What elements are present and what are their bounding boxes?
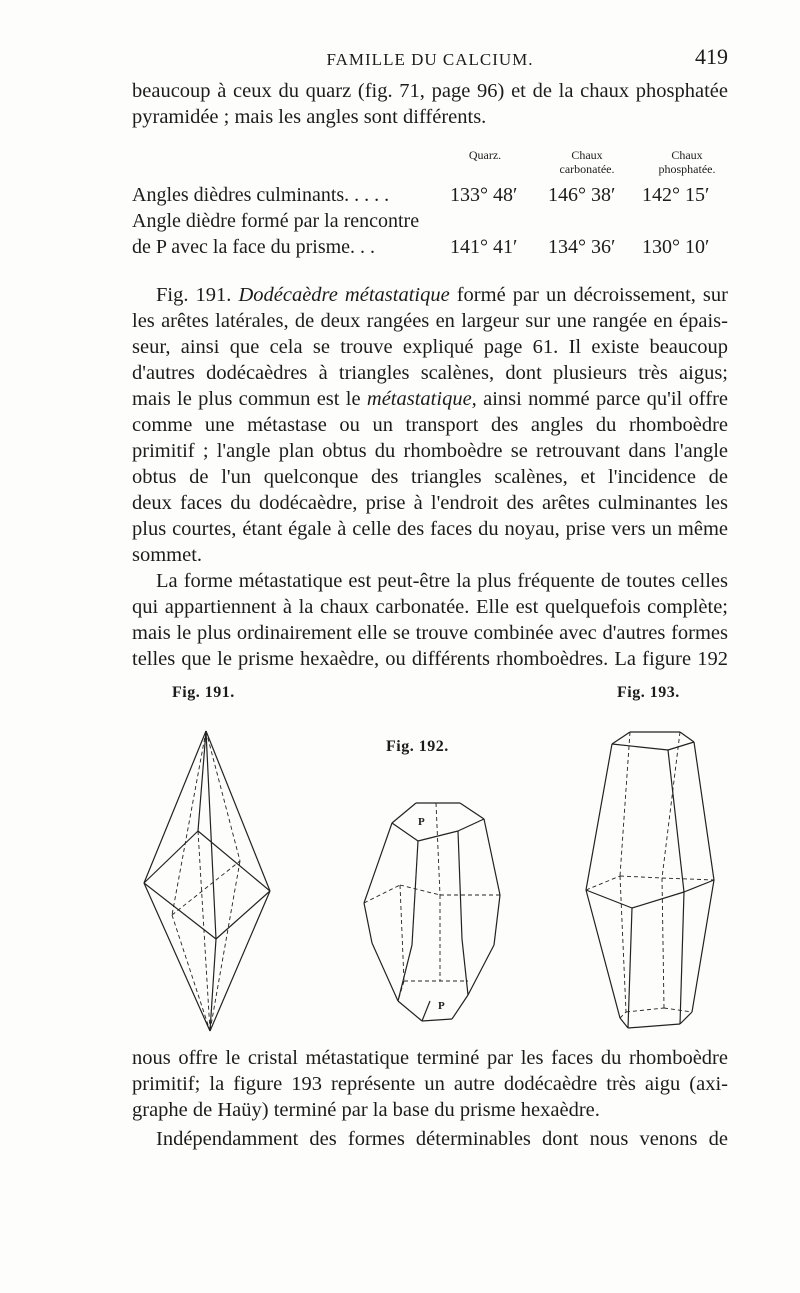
fig-193-label: Fig. 193. — [617, 684, 680, 701]
paragraph-fig192-193 — [132, 1045, 728, 1123]
col-header-line: carbonatée. — [559, 162, 615, 176]
face-label-p-bottom: P — [438, 1000, 445, 1012]
text-line: telles que le prisme hexaèdre, ou différents rhomboèdres. La figure 192 — [132, 648, 728, 670]
cell-value: 133° 48′ — [450, 184, 518, 206]
page-number: 419 — [695, 44, 728, 69]
paragraph-independamment — [132, 1126, 728, 1152]
col-header-line: Chaux — [671, 148, 703, 162]
row-label: Angles dièdres culminants. . . . . — [132, 184, 390, 206]
text-fragment: ainsi nommé parce qu'il offre — [476, 388, 729, 410]
col-header-line: Quarz. — [468, 148, 502, 162]
cell-value: 146° 38′ — [548, 184, 616, 206]
col-header-quarz — [450, 148, 520, 162]
fig-ref: Fig. 191. — [156, 284, 239, 306]
text-line: les arêtes latérales, de deux rangées en largeur sur une rangée en épais- — [132, 310, 728, 332]
fig-192-crystal-drawing — [360, 795, 510, 1027]
row-label: de P avec la face du prisme. . . — [132, 236, 376, 258]
cell-value: 134° 36′ — [548, 236, 616, 258]
table-row — [132, 236, 728, 262]
italic-term: Dodécaèdre métastatique — [238, 284, 450, 306]
text-line: seur, ainsi que cela se trouve expliqué page 61. Il existe beaucoup — [132, 336, 728, 358]
text-line: sommet. — [132, 544, 203, 566]
text-line: comme une métastase ou un transport des angles du rhomboèdre — [132, 414, 728, 436]
cell-value: 141° 41′ — [450, 236, 518, 258]
cell-value: 130° 10′ — [642, 236, 710, 258]
paragraph-forme-metastatique — [132, 568, 728, 672]
cell-value: 142° 15′ — [642, 184, 710, 206]
text-line: pyramidée ; mais les angles sont différents. — [132, 106, 487, 128]
col-header-chaux-carbonatee — [542, 148, 632, 176]
row-label: Angle dièdre formé par la rencontre — [132, 210, 420, 232]
fig-191-label: Fig. 191. — [172, 684, 235, 701]
text-line: d'autres dodécaèdres à triangles scalènes, dont plusieurs très aigus; — [132, 362, 728, 384]
col-header-chaux-phosphatee — [642, 148, 732, 176]
text-line: primitif ; l'angle plan obtus du rhomboèdre se retrouvant dans l'angle — [132, 440, 728, 462]
text-line: mais le plus ordinairement elle se trouve combinée avec d'autres formes — [132, 622, 728, 644]
intro-paragraph — [132, 78, 728, 130]
text-line: nous offre le cristal métastatique terminé par les faces du rhomboèdre — [132, 1047, 728, 1069]
paragraph-fig191 — [132, 282, 728, 568]
text-line — [132, 386, 728, 412]
text-line: qui appartiennent à la chaux carbonatée. Elle est quelquefois complète; — [132, 596, 728, 618]
face-label-p-top: P — [418, 816, 425, 828]
text-line: graphe de Haüy) terminé par la base du prisme hexaèdre. — [132, 1099, 600, 1121]
fig-192-label: Fig. 192. — [386, 738, 449, 755]
table-row — [132, 210, 728, 236]
text-line — [132, 282, 728, 308]
text-line: obtus de l'un quelconque des triangles scalènes, et l'incidence de — [132, 466, 728, 488]
text-line: Indépendamment des formes déterminables dont nous venons de — [156, 1128, 728, 1150]
fig-191-crystal-drawing — [130, 725, 280, 1035]
text-line: plus courtes, étant égale à celle des faces du noyau, prise vers un même — [132, 518, 728, 540]
running-header — [132, 44, 728, 74]
text-fragment: formé par un décroissement, sur — [449, 284, 728, 306]
running-title: FAMILLE DU CALCIUM. — [326, 50, 534, 69]
table-row — [132, 184, 728, 210]
text-fragment: mais le plus commun est le — [132, 388, 367, 410]
col-header-line: Chaux — [571, 148, 603, 162]
fig-193-crystal-drawing — [580, 728, 730, 1034]
italic-term: métastatique, — [366, 388, 477, 410]
text-line: beaucoup à ceux du quarz (fig. 71, page 96) et de la chaux phosphatée — [132, 80, 728, 102]
text-line: primitif; la figure 193 représente un autre dodécaèdre très aigu (axi- — [132, 1073, 728, 1095]
text-line: deux faces du dodécaèdre, prise à l'endroit des arêtes culminantes les — [132, 492, 728, 514]
text-line: La forme métastatique est peut-être la plus fréquente de toutes celles — [156, 570, 728, 592]
col-header-line: phosphatée. — [658, 162, 716, 176]
